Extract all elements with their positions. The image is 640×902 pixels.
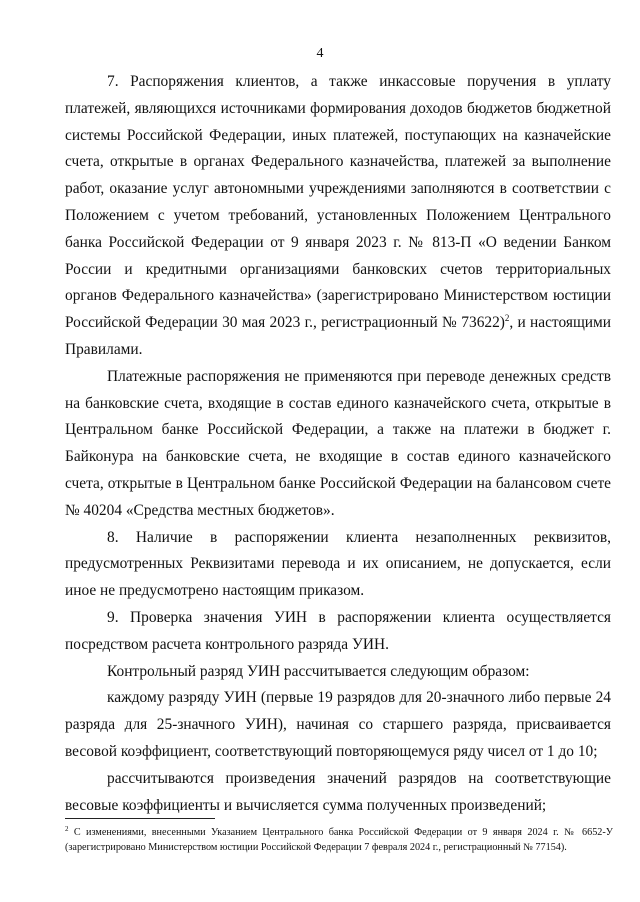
footnote-separator xyxy=(65,818,215,819)
footnote xyxy=(65,825,613,855)
footnote-mark: 2 xyxy=(65,825,69,833)
paragraph-8: 8. Наличие в распоряжении клиента незаполненных реквизитов, предусмотренных Реквизитами перевода и их описанием, не допускается, если иное не предусмотрено настоящим приказом. xyxy=(65,528,611,600)
paragraph-7-text-end: , и настоящими Правилами. xyxy=(65,314,612,358)
paragraph-payment-orders-exception: Платежные распоряжения не применяются при переводе денежных средств на банковские счета, входящие в состав единого казначейского счета, открытые в Центральном банке Российской Федерации, а также на платежи в бюджет г. Байконура на банковские счета, не входящие в состав единого казначейского счета, открытые в Центральном банке Российской Федерации на балансовом счете № 40204 «Средства местных бюджетов». xyxy=(65,367,611,519)
footnote-reference: 2 xyxy=(504,313,510,324)
document-body xyxy=(65,69,611,819)
paragraph-7-text: 7. Распоряжения клиентов, а также инкассовые поручения в уплату платежей, являющихся источниками формирования доходов бюджетов бюджетной системы Российской Федерации, иных платежей, поступающих на казначейские счета, открытые в органах Федерального казначейства, платежей за выполнение работ, оказание услуг автономными учреждениями заполняются в соответствии с Положением с учетом требований, установленных Положением Центрального банка Российской Федерации от 9 января 2023 г. № 813-П «О ведении Банком России и кредитными организациями банковских счетов территориальных органов Федерального казначейства» (зарегистрировано Министерством юстиции Российской Федерации 30 мая 2023 г., регистрационный № 73622) xyxy=(65,73,611,332)
paragraph-9: 9. Проверка значения УИН в распоряжении клиента осуществляется посредством расчета контрольного разряда УИН. xyxy=(65,608,611,653)
paragraph-weight-assignment: каждому разряду УИН (первые 19 разрядов для 20-значного либо первые 24 разряда для 25-значного УИН), начиная со старшего разряда, присваивается весовой коэффициент, соответствующий повторяющемуся ряду чисел от 1 до 10; xyxy=(65,689,611,760)
paragraph-7 xyxy=(65,69,611,364)
page-number: 4 xyxy=(316,46,324,61)
paragraph-products-sum: рассчитываются произведения значений разрядов на соответствующие весовые коэффициенты и вычисляется сумма полученных произведений; xyxy=(65,769,611,814)
paragraph-control-digit-intro: Контрольный разряд УИН рассчитывается следующим образом: xyxy=(107,662,530,680)
footnote-text: С изменениями, внесенными Указанием Центрального банка Российской Федерации от 9 января 2024 г. № 6652-У (зарегистрировано Министерством юстиции Российской Федерации 7 февраля 2024 г., регистрационный № 77154). xyxy=(65,827,613,853)
